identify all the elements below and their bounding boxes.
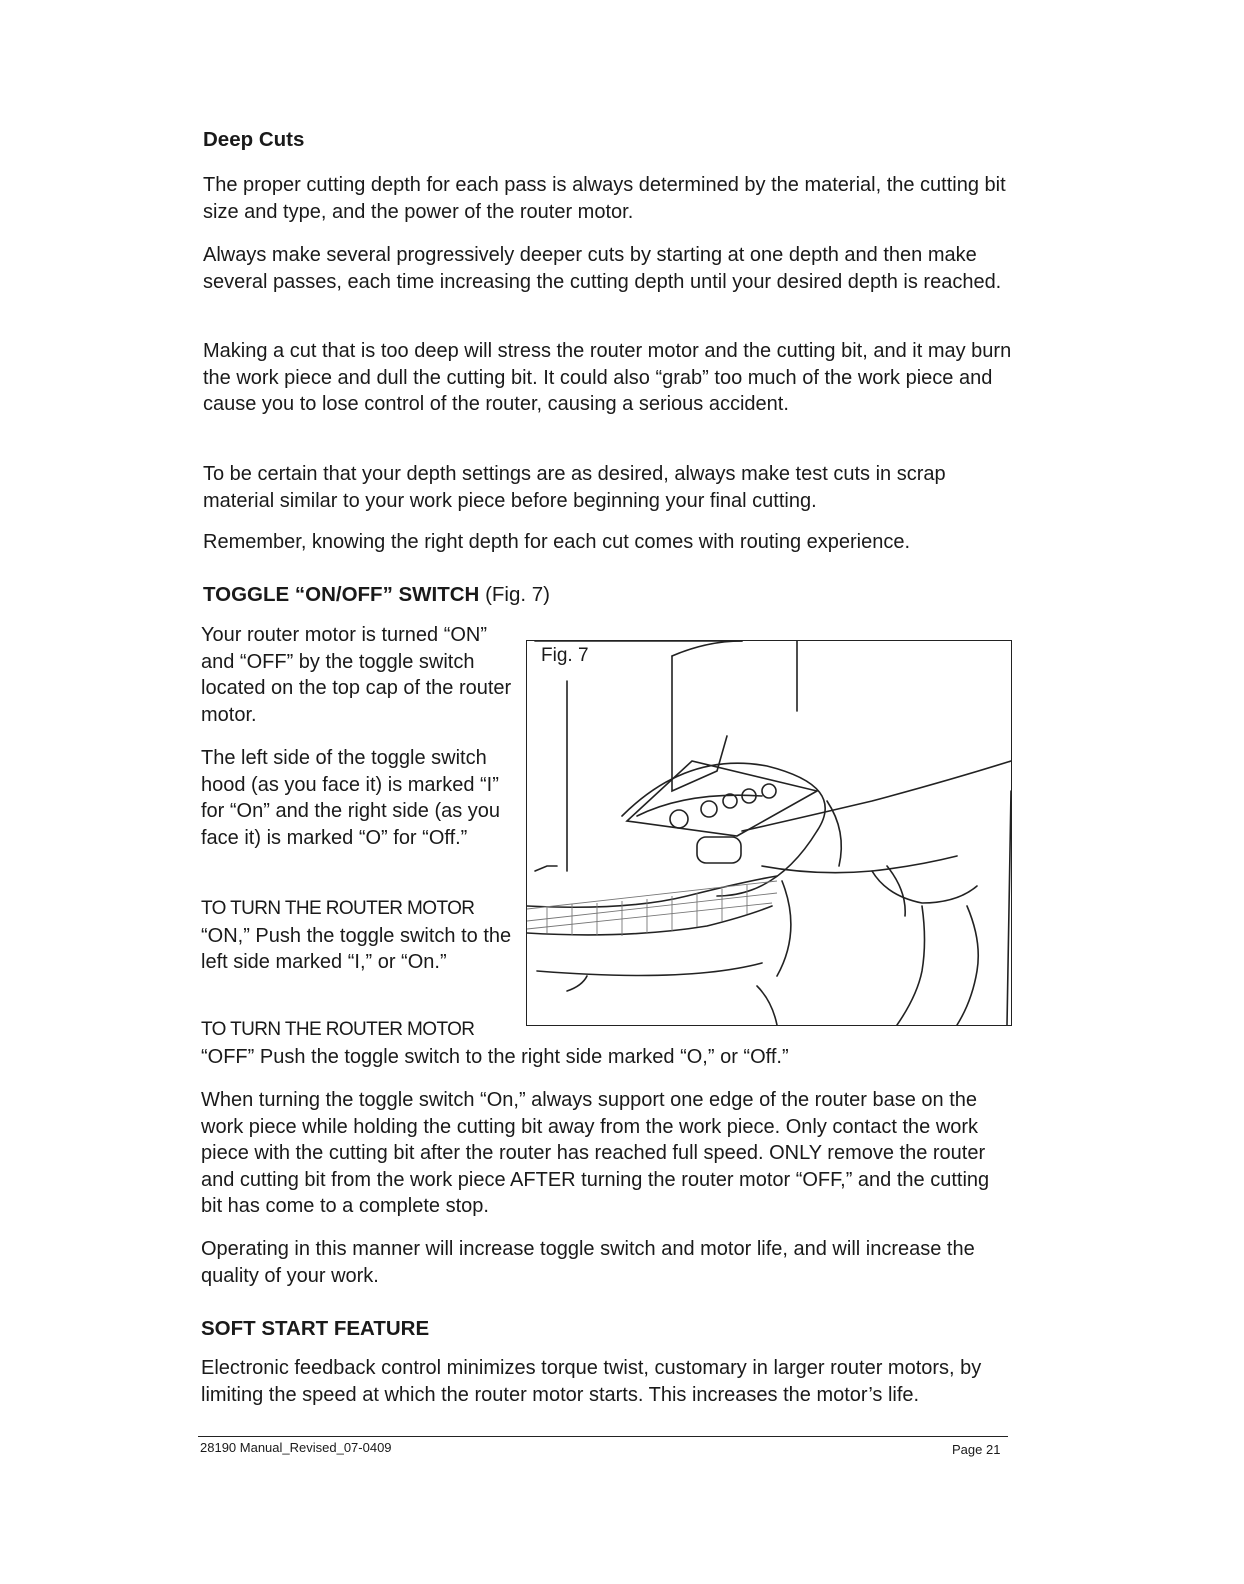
figure-7-toggle-switch-illustration <box>526 640 1012 1026</box>
footer-divider <box>198 1436 1008 1437</box>
soft-start-heading: SOFT START FEATURE <box>201 1317 430 1340</box>
footer-document-id: 28190 Manual_Revised_07-0409 <box>200 1440 392 1455</box>
deep-cuts-paragraph-3: Making a cut that is too deep will stress the router motor and the cutting bit, and it may burn the work piece and dull the cutting bit. It could also “grab” too much of the work piece and cause you to lose control of the router, causing a serious accident. <box>203 340 1012 415</box>
toggle-on-instruction <box>201 895 521 976</box>
toggle-on-text: “ON,” Push the toggle switch to the left side marked “I,” or “On.” <box>201 924 512 973</box>
deep-cuts-heading: Deep Cuts <box>203 128 305 151</box>
toggle-heading-text: TOGGLE “ON/OFF” SWITCH <box>203 583 480 606</box>
toggle-off-caps: TO TURN THE ROUTER MOTOR <box>201 1019 475 1040</box>
toggle-on-caps: TO TURN THE ROUTER MOTOR <box>201 898 475 919</box>
toggle-paragraph-4: Operating in this manner will increase toggle switch and motor life, and will increase the quality of your work. <box>201 1238 975 1287</box>
soft-start-paragraph: Electronic feedback control minimizes torque twist, customary in larger router motors, by limiting the speed at which the router motor starts. This increases the motor’s life. <box>201 1357 982 1406</box>
deep-cuts-paragraph-4: To be certain that your depth settings are as desired, always make test cuts in scrap material similar to your work piece before beginning your final cutting. <box>203 463 946 512</box>
deep-cuts-paragraph-5: Remember, knowing the right depth for each cut comes with routing experience. <box>203 531 911 553</box>
footer-page-number: Page 21 <box>952 1442 1001 1457</box>
figure-label: Fig. 7 <box>541 645 589 666</box>
toggle-off-text: “OFF” Push the toggle switch to the right side marked “O,” or “Off.” <box>201 1045 789 1068</box>
toggle-switch-heading <box>203 583 550 607</box>
toggle-paragraph-2: The left side of the toggle switch hood (as you face it) is marked “I” for “On” and the right side (as you face it) is marked “O” for “Off.” <box>201 747 501 849</box>
router-hand-drawing <box>527 641 1011 1025</box>
toggle-paragraph-3: When turning the toggle switch “On,” always support one edge of the router base on the work piece while holding the cutting bit away from the work piece. Only contact the work piece with the cutting bit after the router has reached full speed. ONLY remove the router and cutting bit from the work piece AFTER turning the router motor “OFF,” and the cutting bit has come to a complete stop. <box>201 1089 990 1217</box>
toggle-paragraph-1: Your router motor is turned “ON” and “OFF” by the toggle switch located on the top cap of the router motor. <box>201 624 512 726</box>
toggle-heading-figure-ref: (Fig. 7) <box>485 583 551 606</box>
deep-cuts-paragraph-2: Always make several progressively deeper cuts by starting at one depth and then make several passes, each time increasing the cutting depth until your desired depth is reached. <box>203 244 1002 293</box>
deep-cuts-paragraph-1: The proper cutting depth for each pass is always determined by the material, the cutting bit size and type, and the power of the router motor. <box>203 174 1006 223</box>
